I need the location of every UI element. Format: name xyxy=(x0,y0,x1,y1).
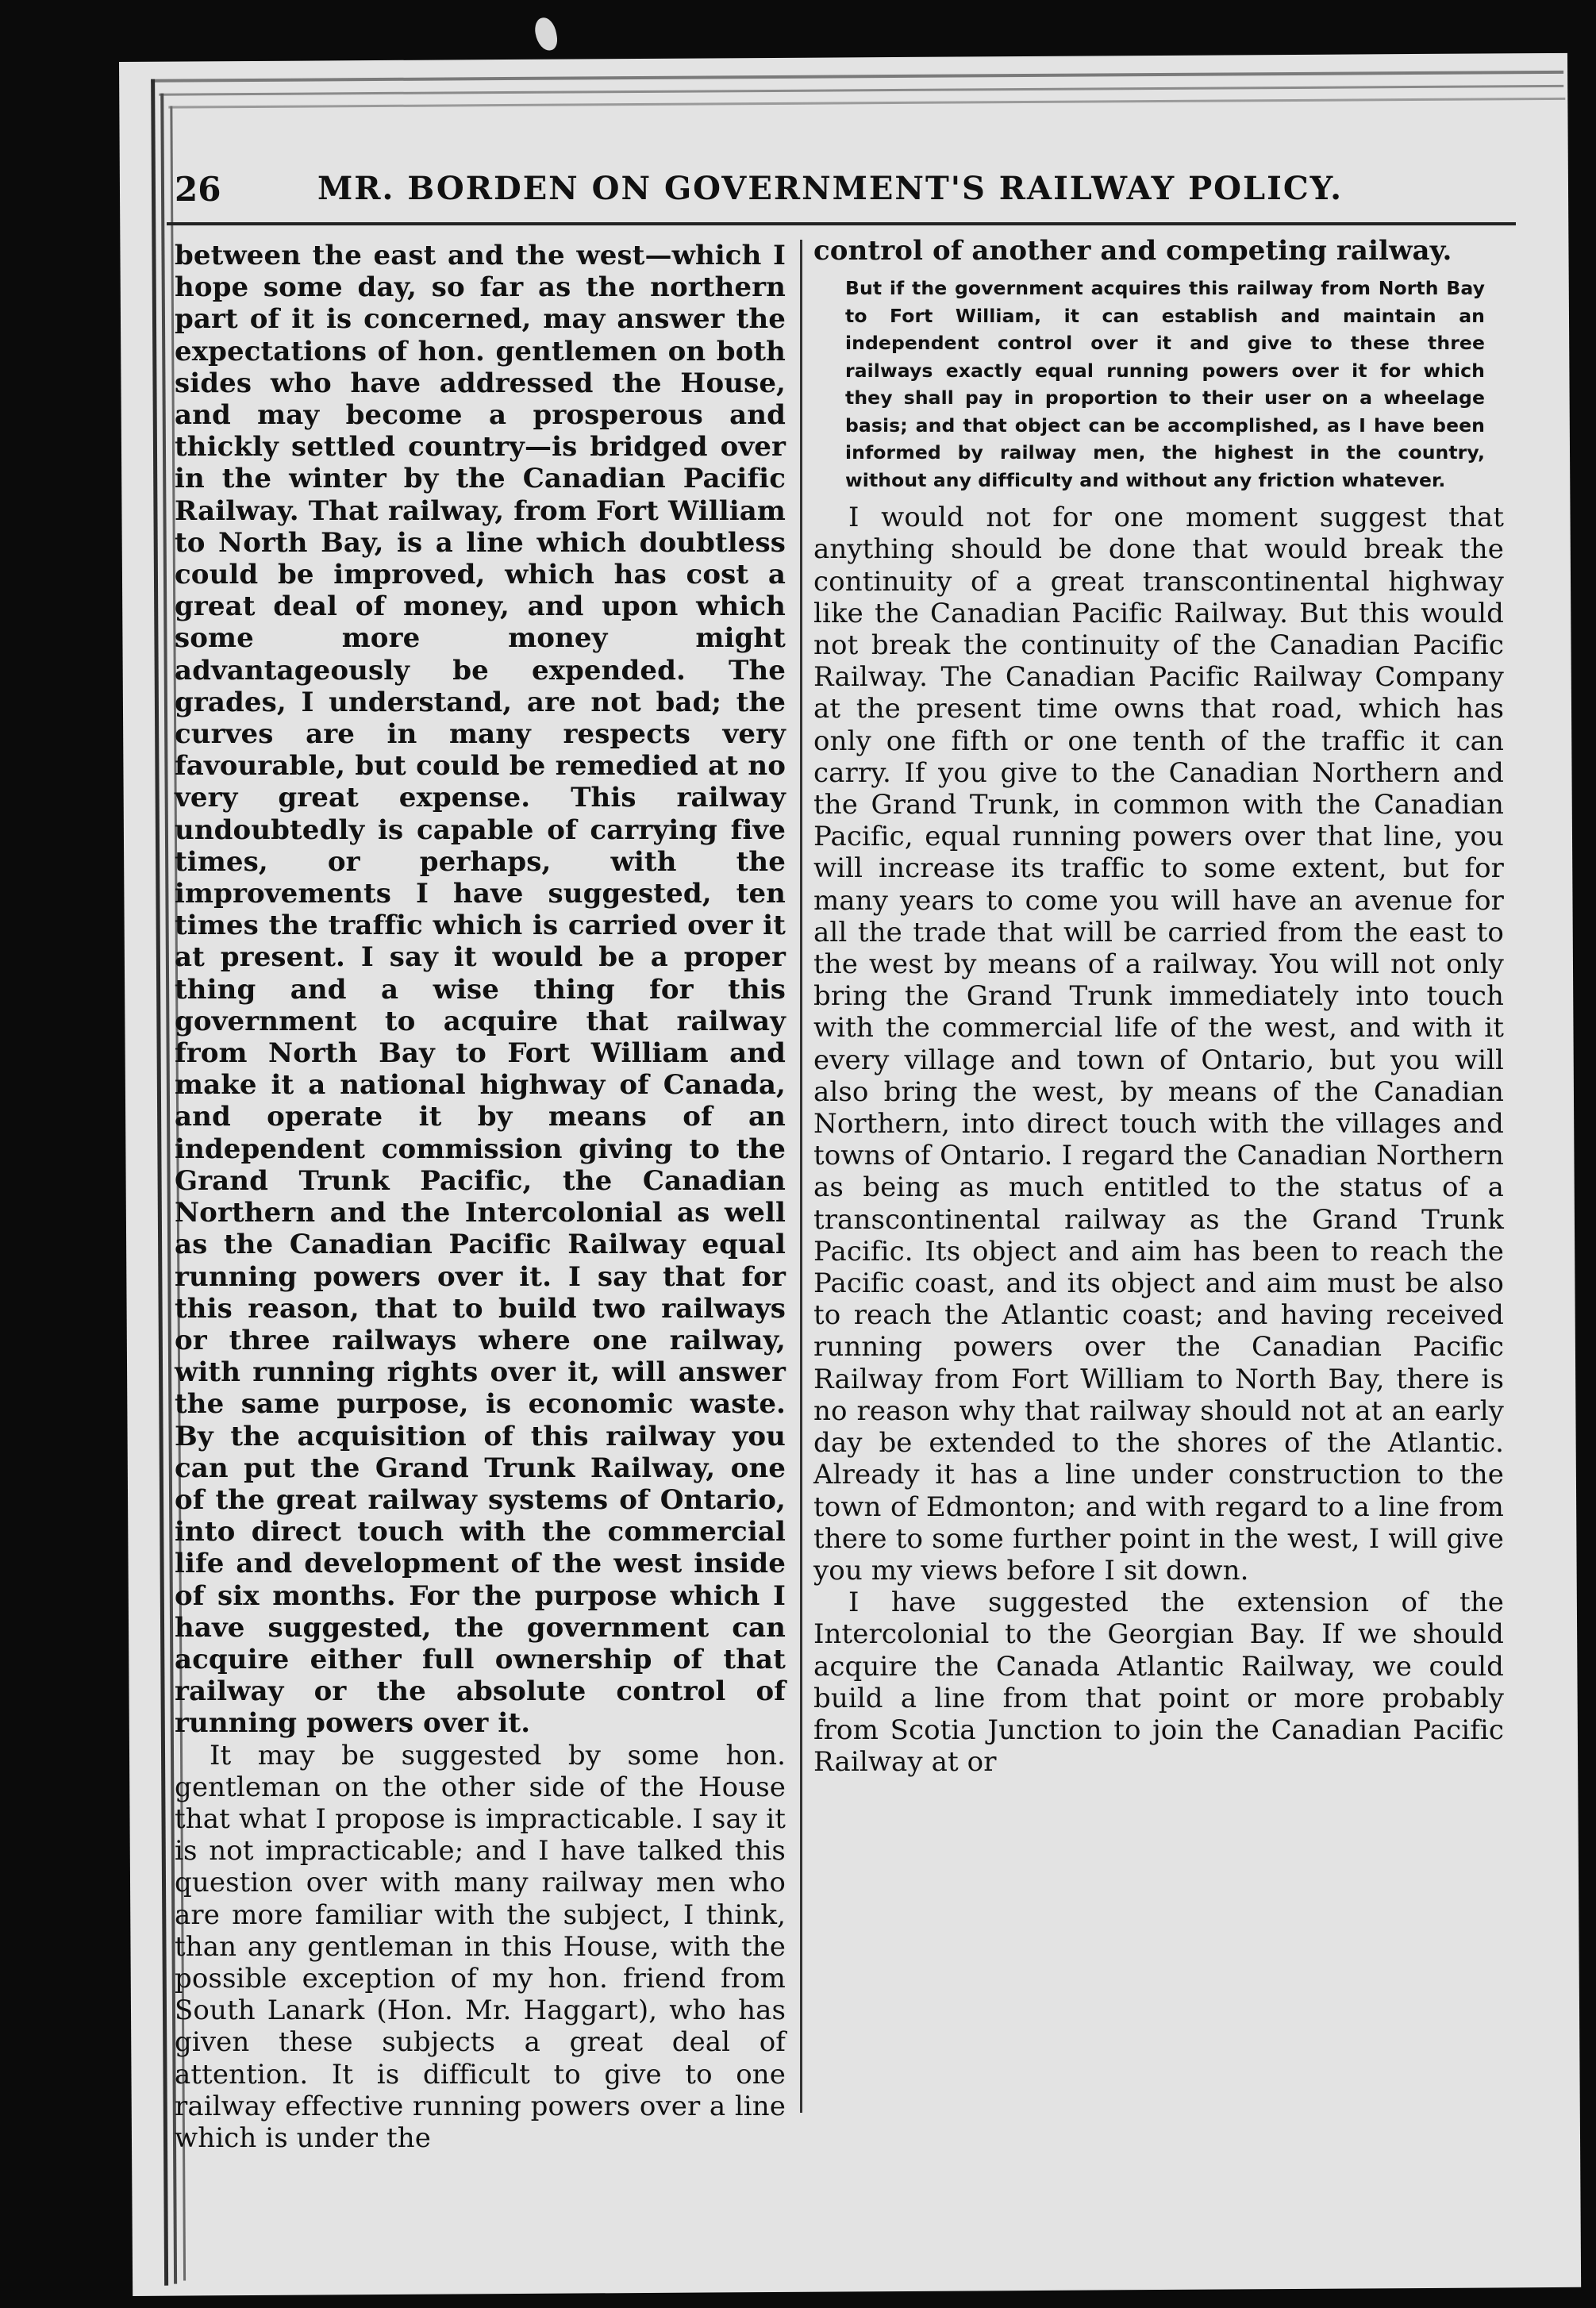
page-edge xyxy=(168,98,1565,109)
page-edge xyxy=(151,79,168,2286)
block-quote: But if the government acquires this railway from North Bay to Fort William, it can establish and maintain an independent control over it and give to these three railways exactly equal running powers over it for which they shall pay in proportion to their user on a wheelage basis; and that object can be accomplished, as I have been informed by railway men, the highest in the country, without any difficulty and without any friction whatever. xyxy=(845,277,1485,491)
left-paragraph-1: between the east and the west—which I hope some day, so far as the northern part of it is concerned, may answer the expectations of hon. gentlemen on both sides who have addressed the House, and may become a prosperous and thickly settled country—is bridged over in the winter by the Canadian Pacific Railway. That railway, from Fort William to North Bay, is a line which doubtless could be improved, which has cost a great deal of money, and upon which some more money might advantageously be expended. The grades, I understand, are not bad; the curves are in many respects very favourable, but could be remedied at no very great expense. This railway undoubtedly is capable of carrying five times, or perhaps, with the improvements I have suggested, ten times the traffic which is carried over it at present. I say it would be a proper thing and a wise thing for this government to acquire that railway from North Bay to Fort William and make it a national highway of Canada, and operate it by means of an independent commission giving to the Grand Trunk Pacific, the Canadian Northern and the Intercolonial as well as the Canadian Pacific Railway equal running powers over it. I say that for this reason, that to build two railways or three railways where one railway, with running rights over it, will answer the same purpose, is economic waste. By the acquisition of this railway you can put the Grand Trunk Railway, one of the great railway systems of Ontario, into direct touch with the commercial life and development of the west inside of six months. For the purpose which I have suggested, the government can acquire either full ownership of that railway or the absolute control of running powers over it. xyxy=(175,240,786,1740)
scan-smudge xyxy=(533,16,560,52)
header-rule xyxy=(167,222,1516,225)
page-number: 26 xyxy=(175,170,221,209)
column-divider xyxy=(800,240,802,2113)
left-paragraph-2: It may be suggested by some hon. gentleman on the other side of the House that what I propose is impracticable. I say it is not impracticable; and I have talked this question over with many railway men who are more familiar with the subject, I think, than any gentleman in this House, with the possible exception of my hon. friend from South Lanark (Hon. Mr. Haggart), who has given these subjects a great deal of attention. It is difficult to give to one railway effective running powers over a line which is under the xyxy=(175,1739,786,2154)
right-paragraph-3: I have suggested the extension of the Intercolonial to the Georgian Bay. If we should acquire the Canada Atlantic Railway, we could build a line from that point or more probably from Scotia Junction to join the Canadian Pacific Railway at or xyxy=(813,1587,1504,1779)
right-paragraph-1: control of another and competing railway. xyxy=(813,235,1452,267)
page-edge xyxy=(159,85,1563,96)
page-edge xyxy=(151,71,1563,83)
page-header xyxy=(175,170,1524,225)
running-title: MR. BORDEN ON GOVERNMENT'S RAILWAY POLICY. xyxy=(317,170,1343,207)
left-column xyxy=(175,240,786,2154)
right-column xyxy=(813,235,1504,1778)
right-paragraph-2: I would not for one moment suggest that anything should be done that would break the continuity of a great transcontinental highway like the Canadian Pacific Railway. But this would not break the continuity of the Canadian Pacific Railway. The Canadian Pacific Railway Company at the present time owns that road, which has only one fifth or one tenth of the traffic it can carry. If you give to the Canadian Northern and the Grand Trunk, in common with the Canadian Pacific, equal running powers over that line, you will increase its traffic to some extent, but for many years to come you will have an avenue for all the trade that will be carried from the east to the west by means of a railway. You will not only bring the Grand Trunk immediately into touch with the commercial life of the west, and with it every village and town of Ontario, but you will also bring the west, by means of the Canadian Northern, into direct touch with the villages and towns of Ontario. I regard the Canadian Northern as being as much entitled to the status of a transcontinental railway as the Grand Trunk Pacific. Its object and aim has been to reach the Pacific coast, and its object and aim must be also to reach the Atlantic coast; and having received running powers over the Canadian Pacific Railway from Fort William to North Bay, there is no reason why that railway should not at an early day be extended to the shores of the Atlantic. Already it has a line under construction to the town of Edmonton; and with regard to a line from there to some further point in the west, I will give you my views before I sit down. xyxy=(813,502,1504,1587)
